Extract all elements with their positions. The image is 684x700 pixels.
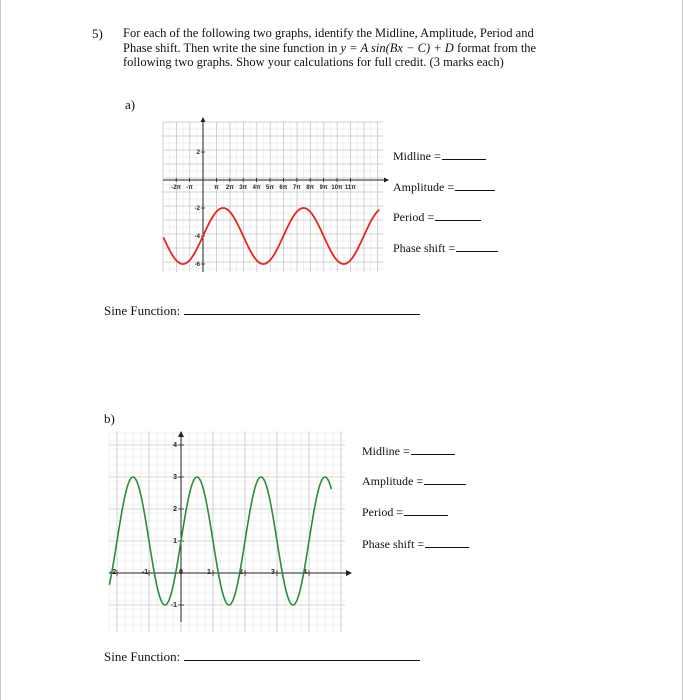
phase-shift-label: Phase shift = bbox=[362, 537, 425, 551]
y-axis-arrow bbox=[178, 431, 184, 437]
x-tick-label: π bbox=[214, 185, 219, 191]
x-tick-label: 2 bbox=[239, 569, 243, 576]
sine-function-label: Sine Function: bbox=[104, 649, 181, 664]
x-tick-label: 6π bbox=[279, 185, 288, 191]
amplitude-answer-blank[interactable] bbox=[424, 474, 466, 485]
amplitude-label: Amplitude = bbox=[362, 474, 424, 488]
phase-shift-label: Phase shift = bbox=[393, 241, 456, 255]
midline-label: Midline = bbox=[362, 444, 410, 458]
graph-b bbox=[105, 427, 355, 637]
y-axis-arrow bbox=[201, 117, 206, 122]
sine-function-answer-blank[interactable] bbox=[184, 304, 420, 315]
x-axis-arrow bbox=[346, 570, 352, 576]
part-a-amplitude-field bbox=[393, 180, 495, 195]
midline-answer-blank[interactable] bbox=[442, 149, 486, 160]
part-a-phase-shift-field bbox=[393, 241, 498, 256]
sine-function-label: Sine Function: bbox=[104, 303, 181, 318]
question-line-1: For each of the following two graphs, identify the Midline, Amplitude, Period and bbox=[123, 26, 534, 40]
amplitude-answer-blank[interactable] bbox=[455, 180, 495, 191]
x-tick-label: 4π bbox=[252, 185, 261, 191]
period-answer-blank[interactable] bbox=[435, 210, 481, 221]
x-axis-arrow bbox=[384, 178, 389, 183]
sine-function-answer-blank[interactable] bbox=[184, 650, 420, 661]
x-tick-label: 8π bbox=[306, 185, 315, 191]
x-tick-label: 9π bbox=[319, 185, 328, 191]
page-right-border bbox=[682, 0, 683, 700]
x-tick-label: 10π bbox=[331, 185, 343, 191]
question-line-3: following two graphs. Show your calculations for full credit. (3 marks each) bbox=[123, 55, 504, 69]
x-tick-label: 7π bbox=[292, 185, 301, 191]
y-tick-label: -2 bbox=[194, 206, 200, 212]
x-tick-label: 5π bbox=[266, 185, 274, 191]
x-tick-label: 11π bbox=[344, 185, 356, 191]
x-tick-label: 3 bbox=[271, 569, 275, 576]
question-line-2 bbox=[123, 41, 603, 56]
sine-format-formula: y = A sin(Bx − C) + D bbox=[340, 40, 454, 55]
part-a-midline-field bbox=[393, 149, 486, 164]
y-tick-label: 2 bbox=[196, 150, 200, 156]
amplitude-label: Amplitude = bbox=[393, 180, 455, 194]
question-number: 5) bbox=[92, 26, 103, 41]
page-left-border bbox=[0, 0, 1, 700]
x-tick-label: -2π bbox=[171, 185, 182, 191]
period-label: Period = bbox=[393, 210, 435, 224]
part-b-period-field bbox=[362, 505, 448, 520]
x-tick-label: 4 bbox=[303, 569, 307, 576]
x-tick-label: 0 bbox=[179, 569, 183, 576]
part-a-period-field bbox=[393, 210, 481, 225]
midline-label: Midline = bbox=[393, 149, 441, 163]
x-tick-label: -2 bbox=[109, 569, 117, 576]
graph-a bbox=[155, 118, 395, 278]
x-tick-label: 3π bbox=[239, 185, 248, 191]
y-tick-label: -1 bbox=[170, 602, 177, 609]
x-tick-label: 2π bbox=[225, 185, 234, 191]
phase-shift-answer-blank[interactable] bbox=[425, 537, 469, 548]
part-b-amplitude-field bbox=[362, 474, 466, 489]
x-tick-label: 1 bbox=[207, 569, 211, 576]
y-tick-label: 4 bbox=[173, 442, 177, 449]
y-tick-label: 3 bbox=[173, 474, 177, 481]
period-label: Period = bbox=[362, 505, 404, 519]
part-b-label: b) bbox=[104, 411, 115, 426]
x-tick-label: -π bbox=[186, 185, 193, 191]
y-tick-label: -4 bbox=[194, 234, 200, 240]
y-tick-label: -6 bbox=[194, 262, 200, 268]
y-tick-label: 1 bbox=[173, 538, 177, 545]
part-b-midline-field bbox=[362, 444, 455, 459]
question-line-2-end: format from the bbox=[453, 40, 537, 55]
period-answer-blank[interactable] bbox=[404, 505, 448, 516]
question-text bbox=[123, 26, 603, 70]
phase-shift-answer-blank[interactable] bbox=[456, 241, 498, 252]
part-a-label: a) bbox=[125, 97, 136, 112]
x-tick-label: -1 bbox=[141, 569, 149, 576]
part-b-phase-shift-field bbox=[362, 537, 469, 552]
part-a-sine-function bbox=[104, 303, 420, 319]
question-line-2-start: Phase shift. Then write the sine function in bbox=[123, 40, 341, 55]
y-tick-label: 2 bbox=[173, 506, 177, 513]
part-b-sine-function bbox=[104, 649, 420, 665]
midline-answer-blank[interactable] bbox=[411, 444, 455, 455]
